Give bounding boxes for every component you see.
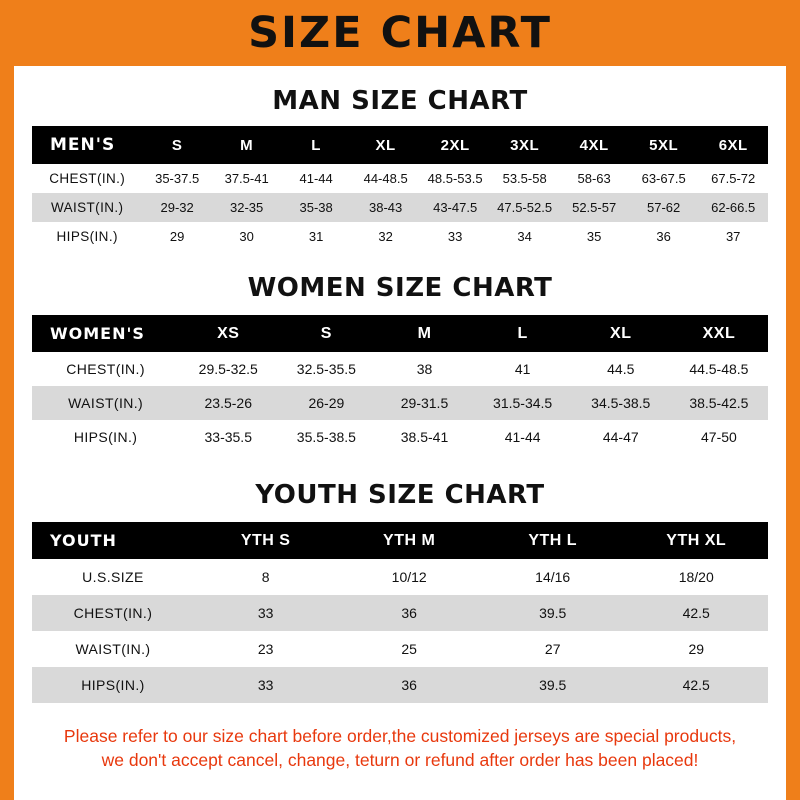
row-label-chest: CHEST(IN.)	[73, 605, 153, 621]
col-header-xl: XL	[610, 324, 632, 342]
col-header-2xl: 2XL	[440, 136, 470, 154]
cell: 29.5-32.5	[198, 361, 258, 377]
cell: 27	[544, 641, 561, 657]
cell: 35-38	[299, 200, 333, 215]
col-header-m: M	[417, 324, 432, 342]
cell: 35-37.5	[155, 171, 200, 186]
table-header-row	[32, 522, 768, 559]
row-label-hips: HIPS(IN.)	[56, 229, 118, 244]
cell: 33	[257, 677, 274, 693]
man-section-title: MAN SIZE CHART	[272, 86, 528, 116]
cell: 42.5	[682, 605, 710, 621]
col-header-yth-s: YTH S	[240, 531, 291, 549]
table-row	[32, 164, 768, 193]
cell: 58-63	[577, 171, 611, 186]
table-row	[32, 193, 768, 222]
table-header-row	[32, 315, 768, 352]
cell: 8	[261, 569, 270, 585]
col-header-xs: XS	[217, 324, 240, 342]
cell: 41-44	[504, 429, 541, 445]
cell: 39.5	[539, 677, 567, 693]
cell: 44-48.5	[363, 171, 408, 186]
cell: 67.5-72	[711, 171, 756, 186]
youth-size-table	[32, 522, 768, 703]
cell: 53.5-58	[502, 171, 547, 186]
cell: 47.5-52.5	[497, 200, 553, 215]
col-header-6xl: 6XL	[718, 136, 748, 154]
cell: 63-67.5	[641, 171, 686, 186]
cell: 38.5-42.5	[689, 395, 749, 411]
cell: 37	[725, 229, 741, 244]
col-header-xxl: XXL	[702, 324, 736, 342]
col-header-mens: MEN'S	[50, 135, 116, 155]
table-header-row	[32, 126, 768, 164]
table-row	[32, 667, 768, 703]
cell: 29	[688, 641, 705, 657]
col-header-s: S	[171, 136, 183, 154]
youth-section-title: YOUTH SIZE CHART	[255, 480, 545, 510]
row-label-chest: CHEST(IN.)	[66, 361, 145, 377]
col-header-3xl: 3XL	[510, 136, 540, 154]
col-header-4xl: 4XL	[579, 136, 609, 154]
col-header-l: L	[311, 136, 321, 154]
cell: 38	[416, 361, 433, 377]
cell: 62-66.5	[711, 200, 756, 215]
cell: 38-43	[369, 200, 403, 215]
notice-line-2: we don't accept cancel, change, teturn or refund after order has been placed!	[101, 749, 699, 770]
cell: 34	[517, 229, 532, 244]
page-banner	[14, 0, 786, 66]
man-size-table	[32, 126, 768, 251]
cell: 35.5-38.5	[296, 429, 356, 445]
cell: 36	[401, 605, 417, 621]
cell: 23	[257, 641, 274, 657]
cell: 39.5	[539, 605, 567, 621]
cell: 32-35	[230, 200, 264, 215]
cell: 44.5-48.5	[689, 361, 749, 377]
cell: 35	[586, 229, 602, 244]
cell: 44-47	[602, 429, 639, 445]
cell: 14/16	[535, 569, 571, 585]
col-header-m: M	[240, 136, 254, 154]
col-header-yth-xl: YTH XL	[666, 531, 727, 549]
table-row	[32, 386, 768, 420]
row-label-us-size: U.S.SIZE	[82, 569, 144, 585]
cell: 41-44	[299, 171, 333, 186]
order-notice	[32, 725, 768, 772]
women-section-title: WOMEN SIZE CHART	[247, 273, 553, 303]
cell: 52.5-57	[572, 200, 617, 215]
cell: 31	[308, 229, 324, 244]
table-row	[32, 559, 768, 595]
cell: 42.5	[682, 677, 710, 693]
cell: 33	[257, 605, 274, 621]
col-header-youth: YOUTH	[50, 531, 117, 550]
row-label-waist: WAIST(IN.)	[50, 200, 124, 215]
cell: 31.5-34.5	[493, 395, 553, 411]
table-row	[32, 631, 768, 667]
cell: 47-50	[701, 429, 737, 445]
cell: 48.5-53.5	[427, 171, 483, 186]
cell: 36	[656, 229, 671, 244]
col-header-yth-m: YTH M	[383, 531, 436, 549]
col-header-5xl: 5XL	[649, 136, 679, 154]
notice-line-1: Please refer to our size chart before order,the customized jerseys are special products,	[63, 726, 737, 746]
col-header-yth-l: YTH L	[528, 531, 578, 549]
cell: 23.5-26	[204, 395, 252, 411]
cell: 41	[514, 361, 531, 377]
cell: 29	[169, 229, 185, 244]
cell: 10/12	[391, 569, 427, 585]
table-row	[32, 420, 768, 454]
cell: 33-35.5	[204, 429, 252, 445]
cell: 37.5-41	[224, 171, 269, 186]
col-header-womens: WOMEN'S	[50, 324, 145, 343]
cell: 29-31.5	[400, 395, 449, 411]
cell: 33	[447, 229, 463, 244]
page-title: SIZE CHART	[248, 7, 552, 58]
cell: 36	[401, 677, 417, 693]
col-header-l: L	[517, 324, 528, 342]
cell: 30	[239, 229, 254, 244]
cell: 44.5	[607, 361, 635, 377]
cell: 32.5-35.5	[296, 361, 356, 377]
row-label-chest: CHEST(IN.)	[49, 171, 126, 186]
cell: 29-32	[160, 200, 194, 215]
women-size-table	[32, 315, 768, 454]
table-row	[32, 222, 768, 251]
col-header-s: S	[320, 324, 332, 342]
row-label-hips: HIPS(IN.)	[73, 429, 138, 445]
chart-content	[14, 86, 786, 772]
cell: 26-29	[308, 395, 345, 411]
cell: 32	[378, 229, 393, 244]
row-label-waist: WAIST(IN.)	[75, 641, 151, 657]
cell: 18/20	[678, 569, 714, 585]
table-row	[32, 352, 768, 386]
cell: 57-62	[647, 200, 681, 215]
cell: 34.5-38.5	[591, 395, 651, 411]
row-label-waist: WAIST(IN.)	[68, 395, 144, 411]
cell: 38.5-41	[400, 429, 449, 445]
col-header-xl: XL	[375, 136, 396, 154]
table-row	[32, 595, 768, 631]
row-label-hips: HIPS(IN.)	[81, 677, 145, 693]
cell: 43-47.5	[433, 200, 478, 215]
cell: 25	[401, 641, 417, 657]
